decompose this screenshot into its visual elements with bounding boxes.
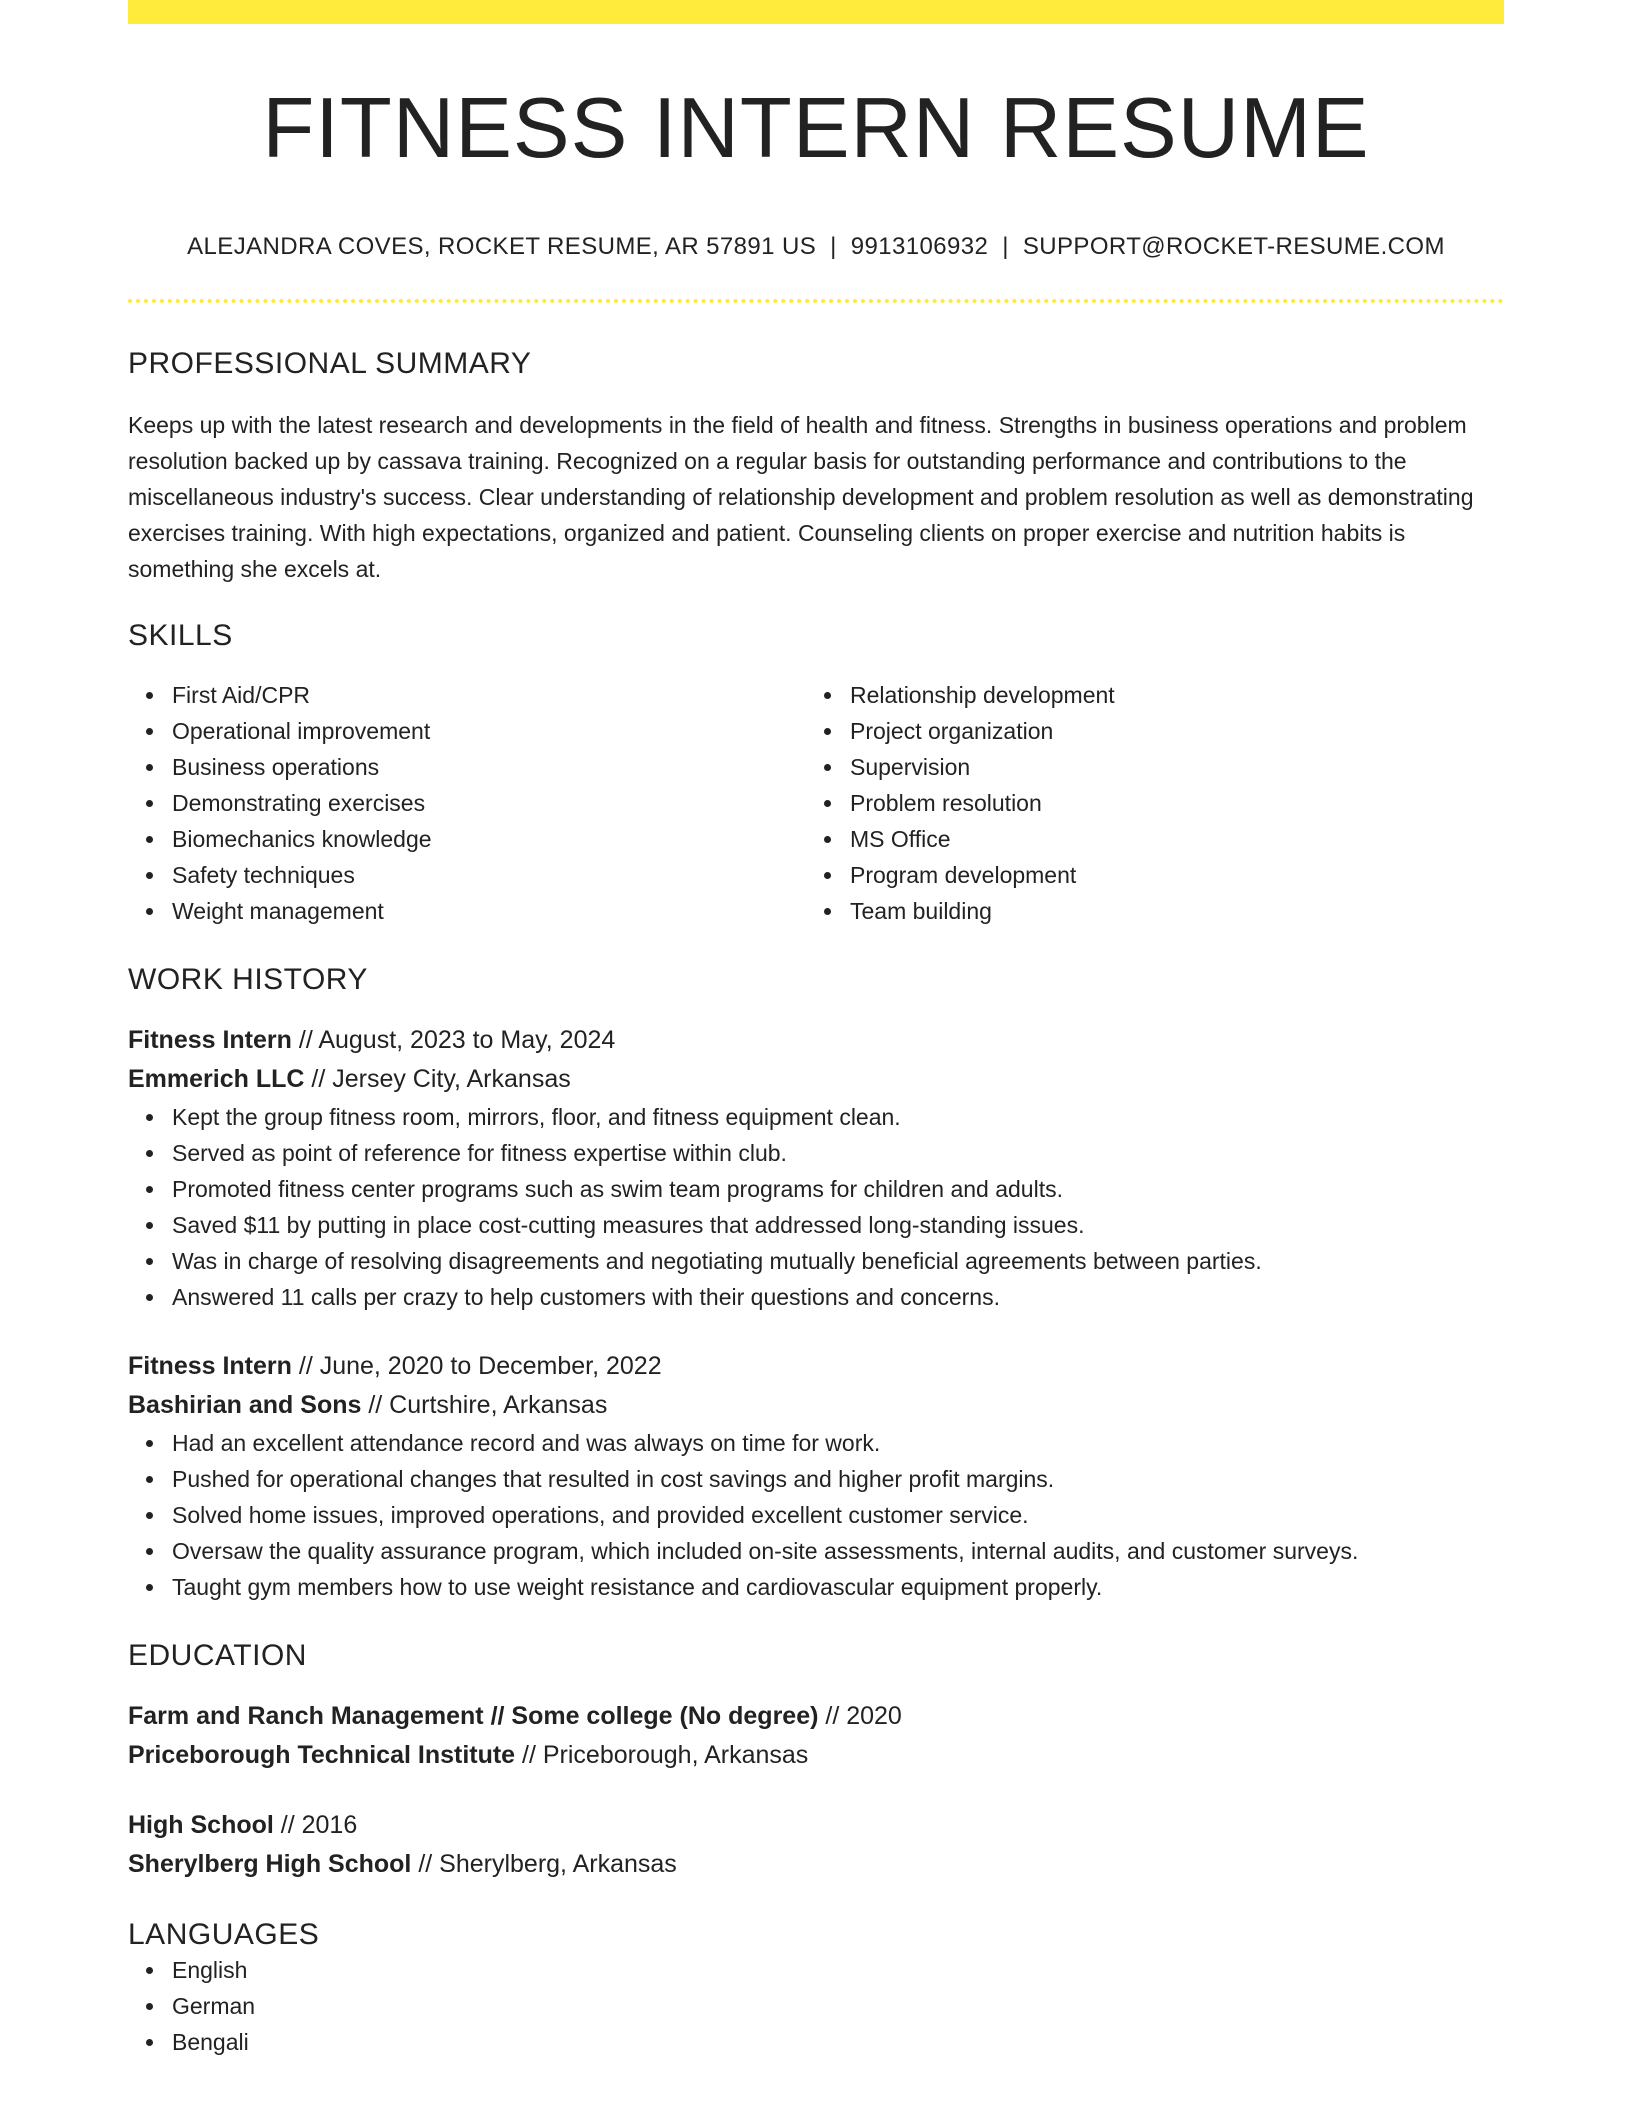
skill-item: First Aid/CPR xyxy=(172,677,806,713)
skill-item: Supervision xyxy=(850,749,1484,785)
language-list xyxy=(128,1952,1504,2060)
skill-item: Problem resolution xyxy=(850,785,1484,821)
school-name: Priceborough Technical Institute xyxy=(128,1741,516,1769)
education-section xyxy=(128,1639,1504,1884)
job-bullet: Oversaw the quality assurance program, which included on-site assessments, internal audits, and customer surveys. xyxy=(172,1533,1504,1569)
job-bullet: Solved home issues, improved operations, and provided excellent customer service. xyxy=(172,1497,1504,1533)
contact-separator: | xyxy=(830,233,837,260)
skill-item: Biomechanics knowledge xyxy=(172,821,806,857)
job-bullet: Taught gym members how to use weight resistance and cardiovascular equipment properly. xyxy=(172,1569,1504,1605)
section-heading: EDUCATION xyxy=(128,1639,307,1672)
job-company: Emmerich LLC xyxy=(128,1065,305,1093)
contact-address: ALEJANDRA COVES, ROCKET RESUME, AR 57891 US xyxy=(187,233,817,260)
school-location: // Priceborough, Arkansas xyxy=(515,1741,809,1769)
job-title: Fitness Intern xyxy=(128,1026,292,1054)
skill-item: Weight management xyxy=(172,893,806,929)
skill-item: Project organization xyxy=(850,713,1484,749)
degree: High School xyxy=(128,1811,274,1839)
professional-summary-section xyxy=(128,347,1504,587)
job-entry xyxy=(128,1347,1504,1605)
resume-title: FITNESS INTERN RESUME xyxy=(262,81,1370,176)
education-entry xyxy=(128,1697,1504,1775)
job-bullet: Had an excellent attendance record and was always on time for work. xyxy=(172,1425,1504,1461)
languages-section xyxy=(128,1918,1504,2060)
skill-item: Business operations xyxy=(172,749,806,785)
contact-line xyxy=(128,233,1504,261)
contact-email: SUPPORT@ROCKET-RESUME.COM xyxy=(1022,233,1445,260)
job-bullet: Saved $11 by putting in place cost-cutting measures that addressed long-standing issues. xyxy=(172,1207,1504,1243)
section-heading: WORK HISTORY xyxy=(128,963,368,996)
job-title-line xyxy=(128,1021,1504,1060)
job-bullets xyxy=(128,1425,1504,1605)
work-history-section xyxy=(128,963,1504,1605)
job-company-line xyxy=(128,1060,1504,1099)
school-line xyxy=(128,1736,1504,1775)
skills-section xyxy=(128,619,1504,929)
language-item: German xyxy=(172,1988,1504,2024)
job-entry xyxy=(128,1021,1504,1315)
job-bullet: Answered 11 calls per crazy to help customers with their questions and concerns. xyxy=(172,1279,1504,1315)
section-heading: SKILLS xyxy=(128,619,233,652)
skill-item: Demonstrating exercises xyxy=(172,785,806,821)
degree: Farm and Ranch Management // Some college (No degree) xyxy=(128,1702,819,1730)
job-company-line xyxy=(128,1386,1504,1425)
dotted-divider xyxy=(128,299,1504,303)
section-heading: PROFESSIONAL SUMMARY xyxy=(128,347,532,380)
job-bullets xyxy=(128,1099,1504,1315)
skills-grid xyxy=(128,677,1504,929)
school-location: // Sherylberg, Arkansas xyxy=(411,1850,677,1878)
language-item: English xyxy=(172,1952,1504,1988)
language-item: Bengali xyxy=(172,2024,1504,2060)
section-heading: LANGUAGES xyxy=(128,1918,320,1951)
skill-item: MS Office xyxy=(850,821,1484,857)
education-entry xyxy=(128,1806,1504,1884)
skill-item: Relationship development xyxy=(850,677,1484,713)
skills-column-left xyxy=(128,677,806,929)
skill-item: Safety techniques xyxy=(172,857,806,893)
job-bullet: Was in charge of resolving disagreements and negotiating mutually beneficial agreements between parties. xyxy=(172,1243,1504,1279)
summary-text: Keeps up with the latest research and developments in the field of health and fitness. Strengths in business operations and problem resolution backed up by cassava training. Recognized on a regular basis for outstanding performance and contributions to the miscellaneous industry's success. Clear understanding of relationship development and problem resolution as well as demonstrating exercises training. With high expectations, organized and patient. Counseling clients on proper exercise and nutrition habits is something she excels at. xyxy=(128,412,1474,582)
skills-column-right xyxy=(806,677,1484,929)
top-accent-bar xyxy=(128,0,1504,24)
education-year: // 2020 xyxy=(818,1702,902,1730)
job-bullet: Pushed for operational changes that resulted in cost savings and higher profit margins. xyxy=(172,1461,1504,1497)
resume-page xyxy=(128,0,1504,2060)
skill-item: Team building xyxy=(850,893,1484,929)
degree-line xyxy=(128,1697,1504,1736)
job-title: Fitness Intern xyxy=(128,1352,292,1380)
contact-phone: 9913106932 xyxy=(850,233,989,260)
school-name: Sherylberg High School xyxy=(128,1850,412,1878)
contact-separator: | xyxy=(1002,233,1009,260)
job-title-line xyxy=(128,1347,1504,1386)
skill-item: Program development xyxy=(850,857,1484,893)
education-year: // 2016 xyxy=(273,1811,358,1839)
job-location: // Curtshire, Arkansas xyxy=(361,1391,608,1419)
job-location: // Jersey City, Arkansas xyxy=(304,1065,571,1093)
degree-line xyxy=(128,1806,1504,1845)
job-dates: // June, 2020 to December, 2022 xyxy=(291,1352,662,1380)
job-bullet: Promoted fitness center programs such as swim team programs for children and adults. xyxy=(172,1171,1504,1207)
skill-item: Operational improvement xyxy=(172,713,806,749)
job-dates: // August, 2023 to May, 2024 xyxy=(291,1026,616,1054)
job-bullet: Served as point of reference for fitness expertise within club. xyxy=(172,1135,1504,1171)
job-company: Bashirian and Sons xyxy=(128,1391,362,1419)
school-line xyxy=(128,1845,1504,1884)
job-bullet: Kept the group fitness room, mirrors, floor, and fitness equipment clean. xyxy=(172,1099,1504,1135)
